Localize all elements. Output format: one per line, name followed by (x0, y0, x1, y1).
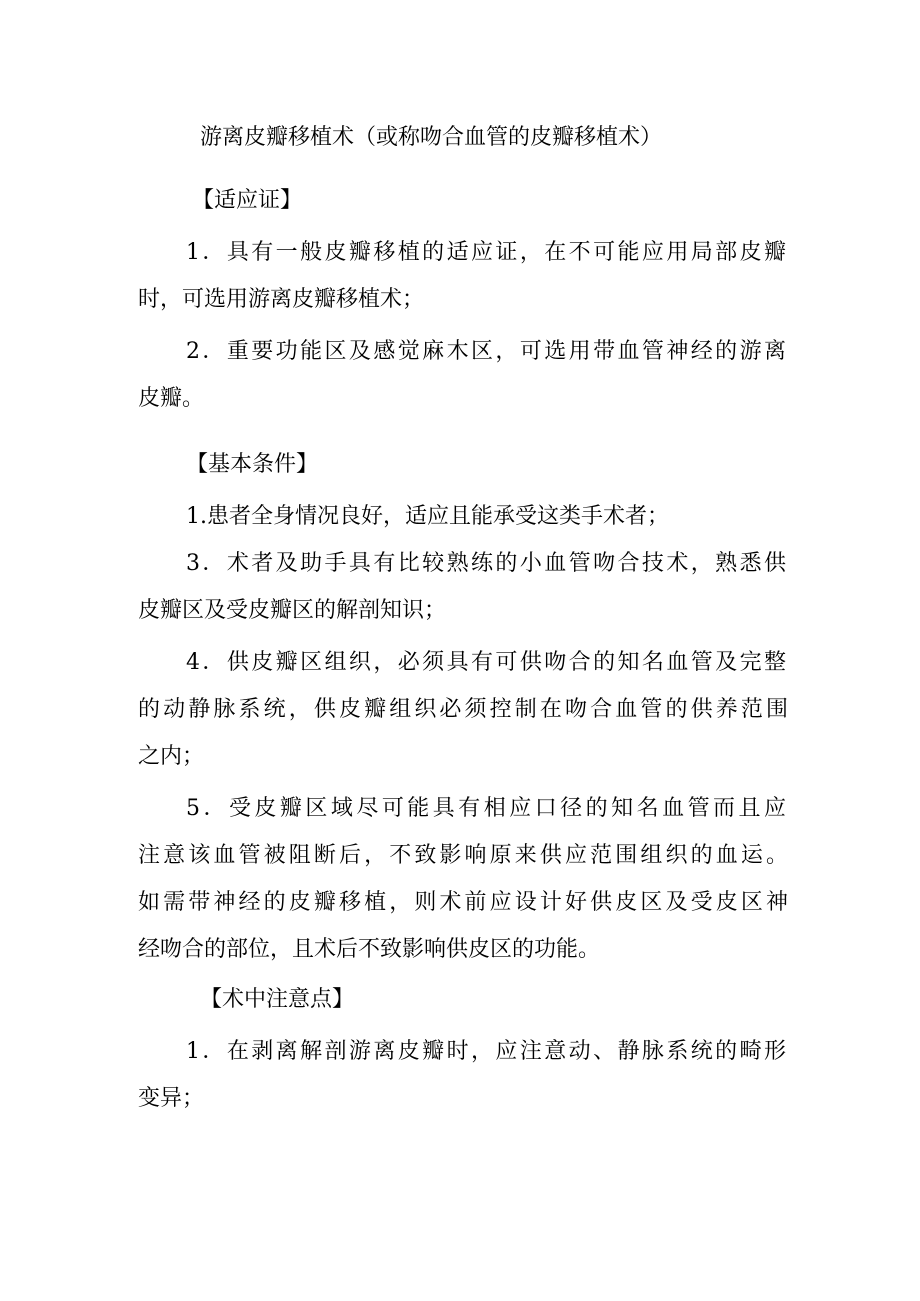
paragraph-line: 1．具有一般皮瓣移植的适应证，在不可能应用局部皮瓣 (186, 240, 786, 265)
paragraph-line: 5．受皮瓣区域尽可能具有相应口径的知名血管而且应 (186, 796, 786, 821)
section-heading-basic-conditions: 【基本条件】 (186, 452, 319, 477)
paragraph-line: 皮瓣。 (138, 386, 205, 411)
paragraph-line: 经吻合的部位，且术后不致影响供皮区的功能。 (138, 937, 601, 962)
paragraph-line: 3．术者及助手具有比较熟练的小血管吻合技术，熟悉供 (186, 551, 786, 576)
paragraph-line: 1.患者全身情况良好，适应且能承受这类手术者； (186, 504, 669, 529)
paragraph-line: 的动静脉系统，供皮瓣组织必须控制在吻合血管的供养范围 (138, 697, 788, 722)
paragraph-line: 注意该血管被阻断后，不致影响原来供应范围组织的血运。 (138, 843, 788, 868)
paragraph-line: 2．重要功能区及感觉麻木区，可选用带血管神经的游离 (186, 339, 786, 364)
paragraph-line: 变异； (138, 1086, 205, 1111)
paragraph-line: 4．供皮瓣区组织，必须具有可供吻合的知名血管及完整 (186, 650, 786, 675)
paragraph-line: 时，可选用游离皮瓣移植术； (138, 287, 425, 312)
paragraph-line: 皮瓣区及受皮瓣区的解剖知识； (138, 598, 447, 623)
paragraph-line: 1．在剥离解剖游离皮瓣时，应注意动、静脉系统的畸形 (186, 1039, 786, 1064)
paragraph-line: 之内； (138, 744, 205, 769)
section-heading-indications: 【适应证】 (192, 188, 303, 213)
document-title: 游离皮瓣移植术（或称吻合血管的皮瓣移植术） (200, 125, 663, 150)
paragraph-line: 如需带神经的皮瓣移植，则术前应设计好供皮区及受皮区神 (138, 890, 788, 915)
section-heading-intraoperative-notes: 【术中注意点】 (200, 987, 355, 1012)
